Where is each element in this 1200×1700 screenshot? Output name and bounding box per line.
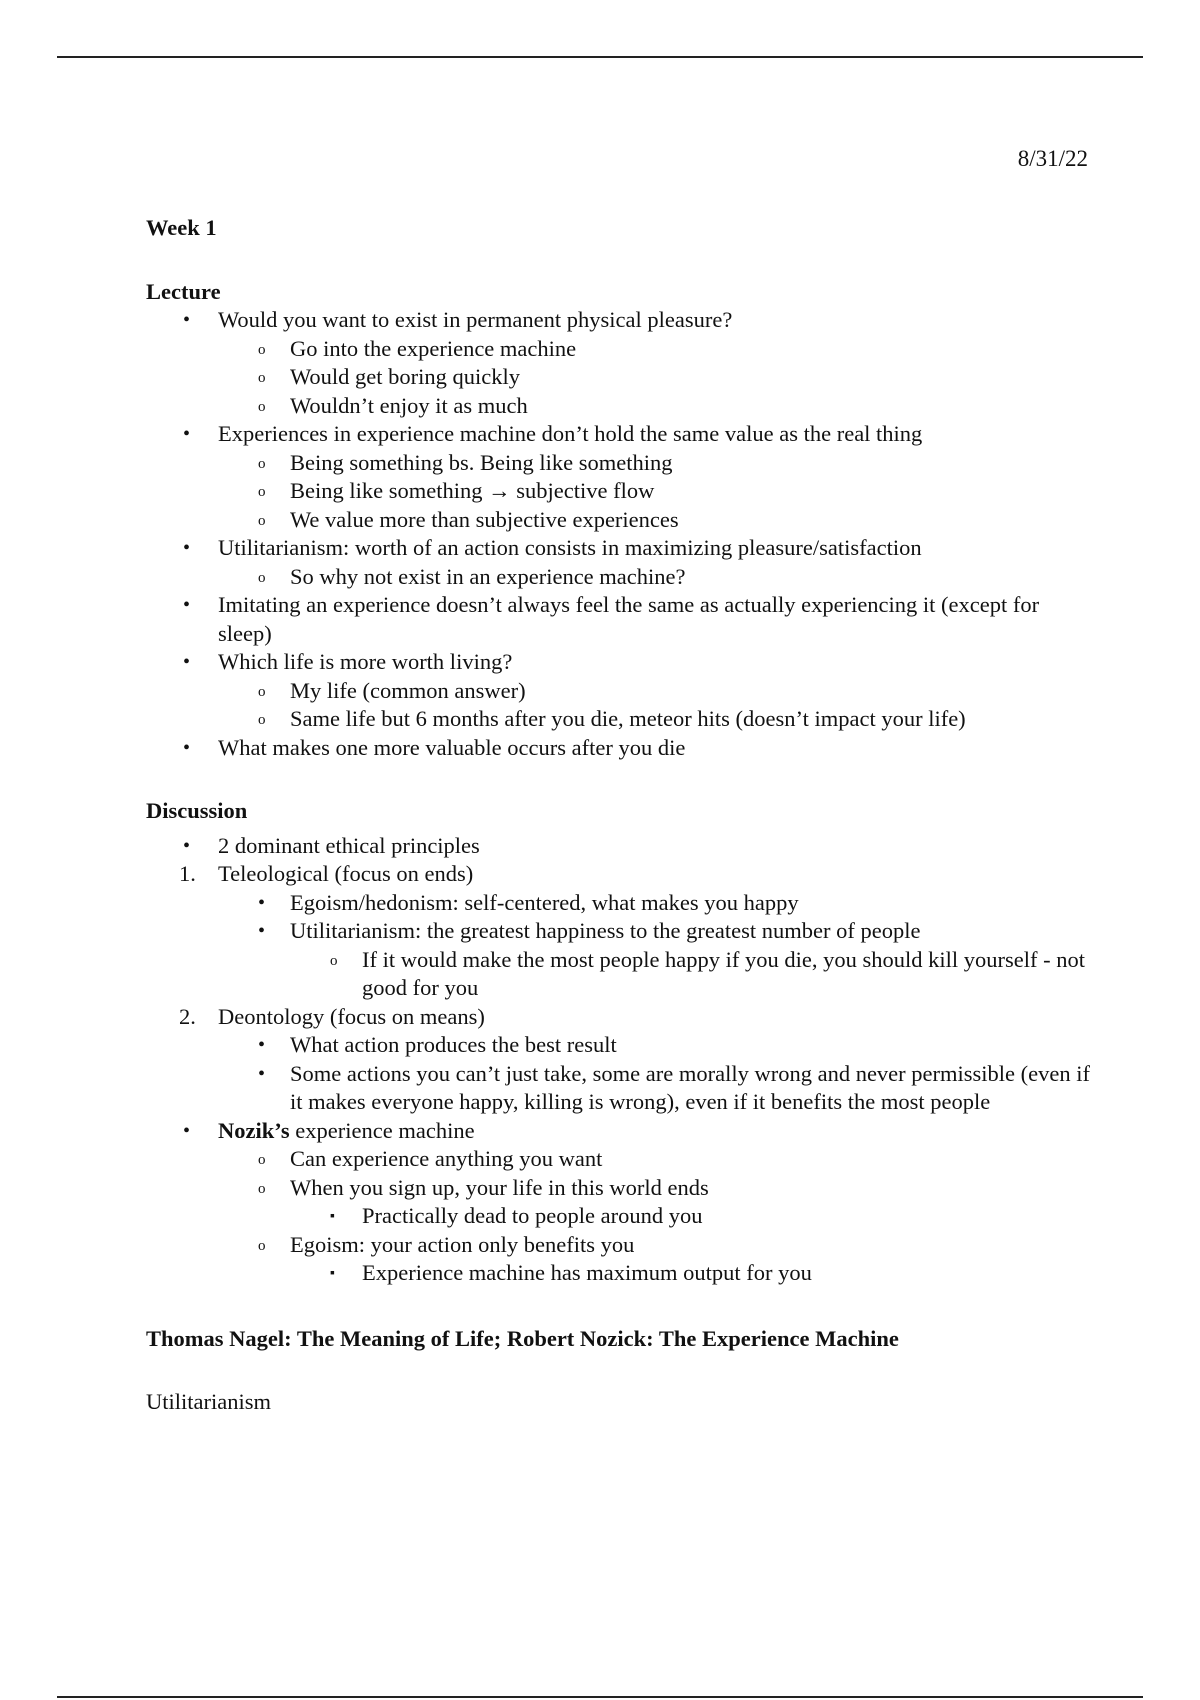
bottom-rule — [57, 1696, 1143, 1698]
list-item: • Some actions you can’t just take, some are morally wrong and never permissible (even if it makes everyone happy, killing is wrong), even if it benefits the most people — [218, 1060, 1096, 1117]
list-item: o Go into the experience machine — [218, 335, 1096, 364]
list-item: o Being something bs. Being like something — [218, 449, 1096, 478]
discussion-heading: Discussion — [146, 798, 248, 823]
list-item: • Experiences in experience machine don’t hold the same value as the real thing o Being something bs. Being like something o Being like something → subjective flow o We value more than subjective experiences — [146, 420, 1096, 534]
list-item: o Same life but 6 months after you die, meteor hits (doesn’t impact your life) — [218, 705, 1096, 734]
list-item: • Nozik’s experience machine o Can experience anything you want o When you sign up, your life in this world ends ▪ Practically dead to people around you o Egoism: your action only benefits you ▪ Experience machine has maximum output for you — [146, 1117, 1096, 1288]
list-item: o Being like something → subjective flow — [218, 477, 1096, 506]
list-item: ▪ Experience machine has maximum output for you — [290, 1259, 1096, 1288]
list-item: o Wouldn’t enjoy it as much — [218, 392, 1096, 421]
top-rule — [57, 56, 1143, 58]
list-item: o My life (common answer) — [218, 677, 1096, 706]
list-item: • Which life is more worth living? o My life (common answer) o Same life but 6 months after you die, meteor hits (doesn’t impact your life) — [146, 648, 1096, 734]
date: 8/31/22 — [1017, 146, 1088, 171]
list-item: • Would you want to exist in permanent physical pleasure? o Go into the experience machine o Would get boring quickly o Wouldn’t enjoy it as much — [146, 306, 1096, 420]
list-item: ▪ Practically dead to people around you — [290, 1202, 1096, 1231]
list-item: o We value more than subjective experiences — [218, 506, 1096, 535]
discussion-list — [146, 832, 1096, 1288]
numbered-item-1: 1. Teleological (focus on ends) • Egoism/hedonism: self-centered, what makes you happy • Utilitarianism: the greatest happiness to the greatest number of people o If it would make the most people happy if you die, you should kill yourself - not good for you — [146, 860, 1096, 1003]
list-item: • 2 dominant ethical principles — [146, 832, 1096, 861]
notes-content — [146, 214, 1096, 1417]
list-item: • Utilitarianism: worth of an action consists in maximizing pleasure/satisfaction o So why not exist in an experience machine? — [146, 534, 1096, 591]
lecture-heading: Lecture — [146, 278, 221, 304]
list-item: • Utilitarianism: the greatest happiness to the greatest number of people o If it would make the most people happy if you die, you should kill yourself - not good for you — [218, 917, 1096, 1003]
numbered-item-2: 2. Deontology (focus on means) • What action produces the best result • Some actions you can’t just take, some are morally wrong and never permissible (even if it makes everyone happy, killing is wrong), even if it benefits the most people — [146, 1003, 1096, 1117]
list-item: o So why not exist in an experience machine? — [218, 563, 1096, 592]
lecture-list — [146, 306, 1096, 762]
topic-text: Utilitarianism — [146, 1389, 271, 1414]
list-item: • Imitating an experience doesn’t always feel the same as actually experiencing it (except for sleep) — [146, 591, 1096, 648]
list-item: • What action produces the best result — [218, 1031, 1096, 1060]
week-title: Week 1 — [146, 215, 217, 240]
readings-heading: Thomas Nagel: The Meaning of Life; Robert Nozick: The Experience Machine — [146, 1325, 899, 1351]
list-item: o Can experience anything you want — [218, 1145, 1096, 1174]
list-item: o Would get boring quickly — [218, 363, 1096, 392]
list-item: o If it would make the most people happy if you die, you should kill yourself - not good for you — [290, 946, 1096, 1003]
list-item: o Egoism: your action only benefits you ▪ Experience machine has maximum output for you — [218, 1231, 1096, 1288]
list-item: • What makes one more valuable occurs after you die — [146, 734, 1096, 763]
list-item: o When you sign up, your life in this world ends ▪ Practically dead to people around you — [218, 1174, 1096, 1231]
list-item: • Egoism/hedonism: self-centered, what makes you happy — [218, 889, 1096, 918]
